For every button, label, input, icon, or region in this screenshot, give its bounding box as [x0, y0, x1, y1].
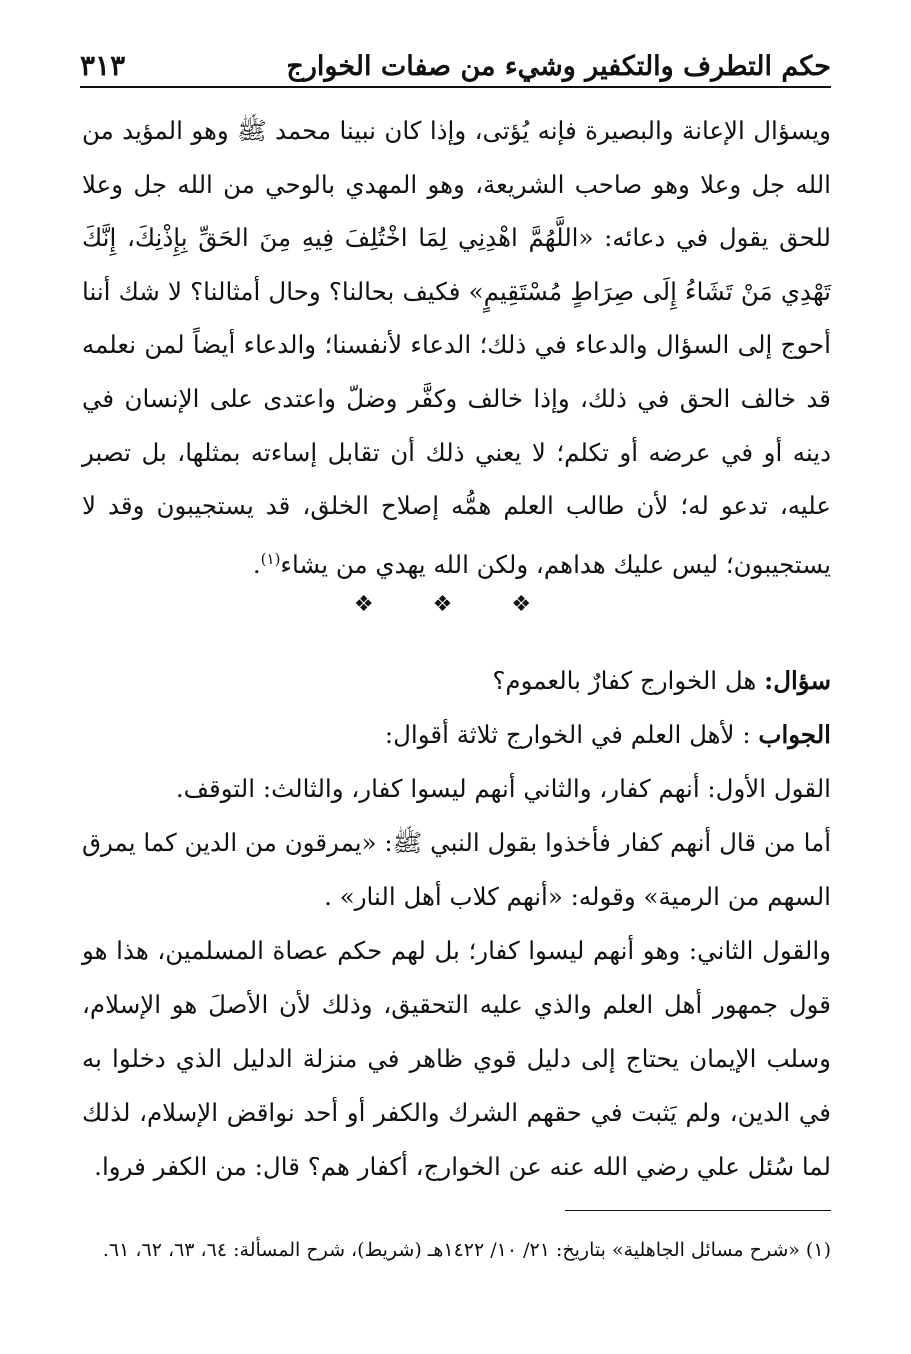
answer-text: : لأهل العلم في الخوارج ثلاثة أقوال:	[384, 720, 751, 749]
third-paragraph: والقول الثاني: وهو أنهم ليسوا كفار؛ بل لهم حكم عصاة المسلمين، هذا هو قول جمهور أهل العلم والذي عليه التحقيق، وذلك لأن الأصلَ هو الإسلام، وسلب الإيمان يحتاج إلى دليل قوي ظاهر في منزلة الدليل الذي دخلوا به في الدين، ولم يَثبت في حقهم الشرك والكفر أو أحد نواقض الإسلام، لذلك لما سُئل علي رضي الله عنه عن الخوارج، أكفار هم؟ قال: من الكفر فروا.	[82, 936, 831, 1181]
question-label: سؤال:	[764, 666, 831, 695]
main-text	[82, 104, 831, 592]
paragraph-continued	[82, 104, 831, 592]
section-separator: ❖ ❖ ❖	[353, 592, 558, 617]
first-opinion: القول الأول: أنهم كفار، والثاني أنهم ليسوا كفار، والثالث: التوقف.	[175, 774, 831, 803]
running-header	[80, 38, 831, 88]
page-number: ٣١٣	[80, 49, 126, 82]
paragraph-text: ويسؤال الإعانة والبصيرة فإنه يُؤتى، وإذا كان نبينا محمد ﷺ وهو المؤيد من الله جل وعلا وهو صاحب الشريعة، وهو المهدي بالوحي من الله جل وعلا للحق يقول في دعائه: «اللَّهُمَّ اهْدِنِي لِمَا اخْتُلِفَ فِيهِ مِنَ الحَقِّ بِإِذْنِكَ، إِنَّكَ تَهْدِي مَنْ تَشَاءُ إِلَى صِرَاطٍ مُسْتَقِيمٍ» فكيف بحالنا؟ وحال أمثالنا؟ لا شك أننا أحوج إلى السؤال والدعاء في ذلك؛ الدعاء لأنفسنا؛ والدعاء أيضاً لمن نعلمه قد خالف الحق في ذلك، وإذا خالف وكفَّر وضلّ واعتدى على الإنسان في دينه أو في عرضه أو تكلم؛ لا يعني ذلك أن تقابل إساءته بمثلها، بل تصبر عليه، تدعو له؛ لأن طالب العلم همُّه إصلاح الخلق، قد يستجيبون وقد لا يستجيبون؛ ليس عليك هداهم، ولكن الله يهدي من يشاء	[82, 116, 831, 579]
paragraph-end-mark: .	[252, 549, 261, 579]
question-answer-section	[82, 654, 831, 1194]
answer	[82, 708, 831, 762]
question	[82, 654, 831, 708]
question-text: هل الخوارج كفارٌ بالعموم؟	[492, 666, 757, 695]
answer-label: الجواب	[758, 720, 831, 749]
second-paragraph: أما من قال أنهم كفار فأخذوا بقول النبي ﷺ: «يمرقون من الدين كما يمرق السهم من الرمية» وقوله: «أنهم كلاب أهل النار» .	[82, 828, 831, 911]
running-title: حكم التطرف والتكفير وشيء من صفات الخوارج	[286, 51, 831, 82]
footnote-divider	[565, 1210, 831, 1211]
footnote: (١) «شرح مسائل الجاهلية» بتاريخ: ٢١/ ١٠/ ١٤٢٢هـ (شريط)، شرح المسألة: ٦٤، ٦٣، ٦٢، ٦١.	[102, 1239, 831, 1261]
footnote-reference[interactable]: (١)	[260, 549, 281, 568]
